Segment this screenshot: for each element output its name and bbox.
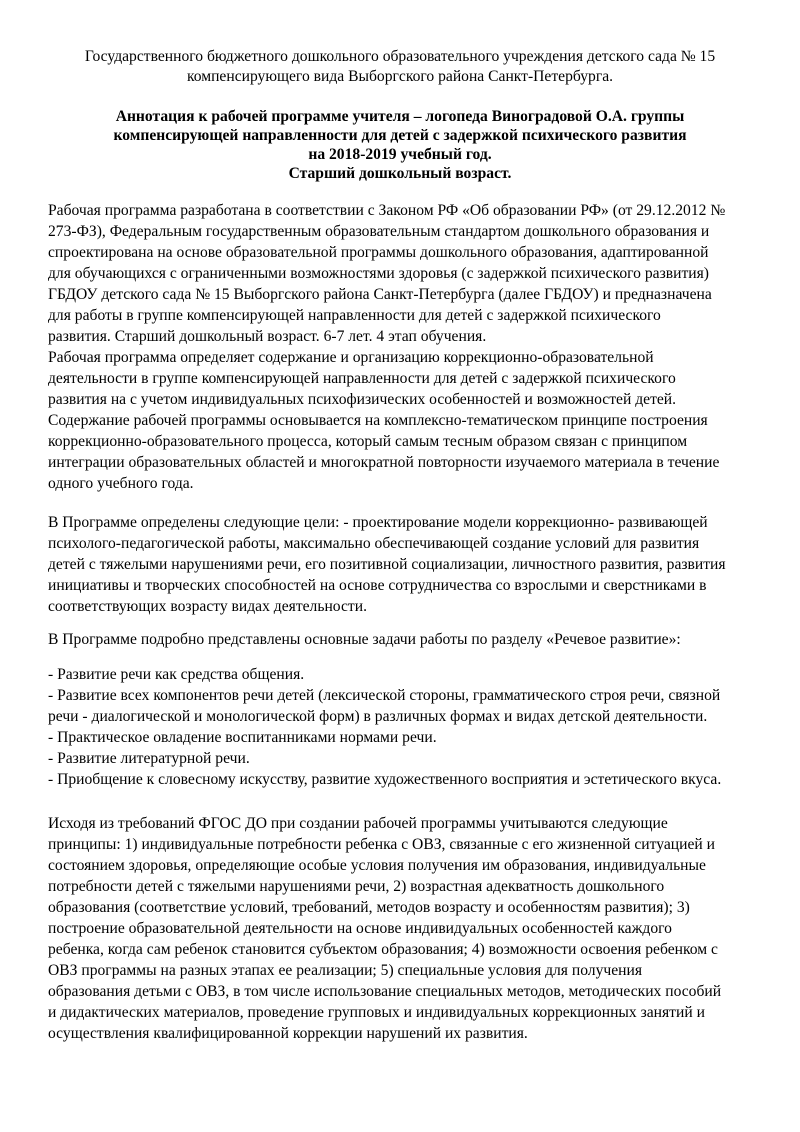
paragraph-line: Рабочая программа определяет содержание и организацию коррекционно-образовательной (48, 349, 654, 366)
paragraph-line: образования (соответствие условий, требований, методов возрасту и особенностям развития); 3) (48, 899, 690, 916)
list-item: - Развитие литературной речи. (48, 750, 250, 767)
paragraph-line: развития на с учетом индивидуальных психофизических особенностей и возможностей детей. (48, 391, 677, 408)
paragraph-line: ГБДОУ детского сада № 15 Выборгского района Санкт-Петербурга (далее ГБДОУ) и предназначена (48, 286, 712, 303)
paragraph-line: состоянием здоровья, определяющие особые условия получения им образования, индивидуальные (48, 857, 706, 874)
paragraph-line: психолого-педагогической работы, максимально обеспечивающей создание условий для развития (48, 535, 700, 552)
document-title-line: на 2018-2019 учебный год. (308, 146, 492, 163)
paragraph-line: соответствующих возрасту видах деятельности. (48, 598, 367, 615)
paragraph-line: построение образовательной деятельности на основе индивидуальных особенностей каждого (48, 920, 672, 937)
list-item: речи - диалогической и монологической форм) в различных формах и видах детской деятельности. (48, 708, 708, 725)
paragraph-line: инициативы и творческих способностей на основе сотрудничества со взрослыми и сверстниками в (48, 577, 707, 594)
document-title-line: Старший дошкольный возраст. (288, 165, 512, 182)
paragraph-line: деятельности в группе компенсирующей направленности для детей с задержкой психического (48, 370, 676, 387)
paragraph-line: для работы в группе компенсирующей направленности для детей с задержкой психического (48, 307, 661, 324)
paragraph-line: В Программе определены следующие цели: - проектирование модели коррекционно- развивающей (48, 514, 708, 531)
document-title-line: Аннотация к рабочей программе учителя – логопеда Виноградовой О.А. группы (115, 108, 685, 125)
list-item: - Развитие всех компонентов речи детей (лексической стороны, грамматического строя речи, связной (48, 687, 721, 704)
paragraph-line: ребенка, когда сам ребенок становится субъектом образования; 4) возможности освоения ребенком с (48, 941, 718, 958)
paragraph-line: Рабочая программа разработана в соответствии с Законом РФ «Об образовании РФ» (от 29.12.2012 № (48, 202, 726, 219)
paragraph-line: принципы: 1) индивидуальные потребности ребенка с ОВЗ, связанные с его жизненной ситуацией и (48, 836, 715, 853)
paragraph-line: коррекционно-образовательного процесса, который самым тесным образом связан с принципом (48, 433, 688, 450)
paragraph-line: детей с тяжелыми нарушениями речи, его позитивной социализации, личностного развития, развития (48, 556, 726, 573)
paragraph-line: 273-ФЗ), Федеральным государственным образовательным стандартом дошкольного образования и (48, 223, 710, 240)
paragraph-line: для обучающихся с ограниченными возможностями здоровья (с задержкой психического развития) (48, 265, 709, 282)
paragraph-line: одного учебного года. (48, 475, 194, 492)
paragraph-line: развития. Старший дошкольный возраст. 6-7 лет. 4 этап обучения. (48, 328, 487, 345)
paragraph-line: интеграции образовательных областей и многократной повторности изучаемого материала в течение (48, 454, 720, 471)
paragraph-line: В Программе подробно представлены основные задачи работы по разделу «Речевое развитие»: (48, 631, 681, 648)
paragraph-line: спроектирована на основе образовательной программы дошкольного образования, адаптированной (48, 244, 709, 261)
document-title-line: компенсирующей направленности для детей с задержкой психического развития (113, 127, 687, 144)
list-item: - Практическое овладение воспитанниками нормами речи. (48, 729, 437, 746)
paragraph-line: потребности детей с тяжелыми нарушениями речи, 2) возрастная адекватность дошкольного (48, 878, 665, 895)
paragraph-line: Исходя из требований ФГОС ДО при создании рабочей программы учитываются следующие (48, 815, 668, 832)
paragraph-line: ОВЗ программы на разных этапах ее реализации; 5) специальные условия для получения (48, 962, 643, 979)
paragraph-line: и дидактических материалов, проведение групповых и индивидуальных коррекционных занятий и (48, 1004, 705, 1021)
paragraph-line: осуществления квалифицированной коррекции нарушений их развития. (48, 1025, 528, 1042)
paragraph-line: Содержание рабочей программы основывается на комплексно-тематическом принципе построения (48, 412, 708, 429)
list-item: - Развитие речи как средства общения. (48, 666, 305, 683)
list-item: - Приобщение к словесному искусству, развитие художественного восприятия и эстетического вкуса. (48, 771, 722, 788)
paragraph-line: образования детьми с ОВЗ, в том числе использование специальных методов, методических пособий (48, 983, 722, 1000)
institution-line: Государственного бюджетного дошкольного образовательного учреждения детского сада № 15 (84, 48, 716, 65)
institution-line: компенсирующего вида Выборгского района Санкт-Петербурга. (186, 68, 614, 85)
